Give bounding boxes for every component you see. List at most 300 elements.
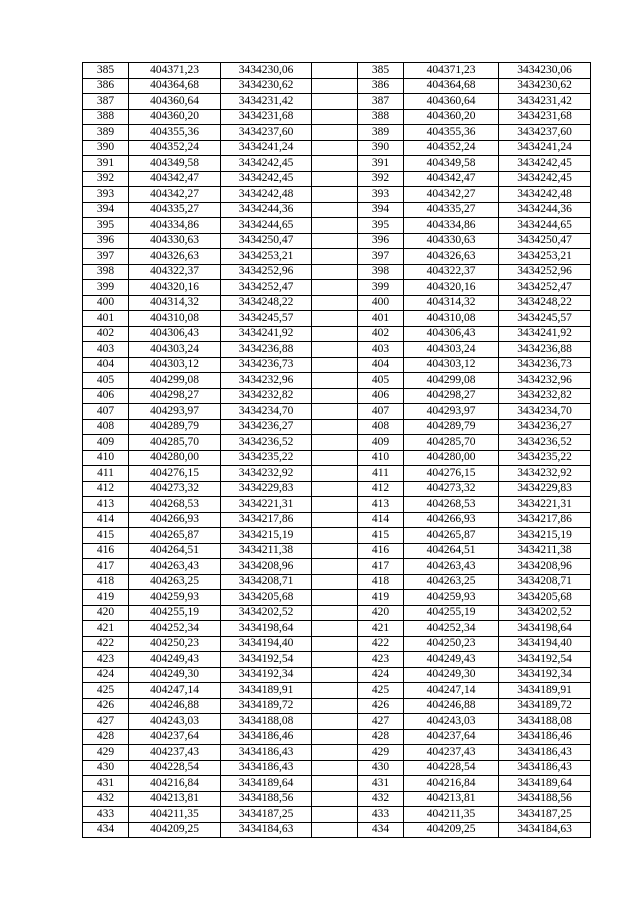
table-row <box>83 698 591 714</box>
left-x-coordinate-cell: 404211,35 <box>129 807 221 823</box>
right-point-number-cell: 403 <box>358 342 404 358</box>
left-x-coordinate-cell: 404322,37 <box>129 264 221 280</box>
right-x-coordinate-cell: 404237,43 <box>404 745 499 761</box>
right-x-coordinate-cell: 404285,70 <box>404 435 499 451</box>
right-point-number-cell: 407 <box>358 404 404 420</box>
right-y-coordinate-cell: 3434241,24 <box>499 140 591 156</box>
left-x-coordinate-cell: 404320,16 <box>129 280 221 296</box>
separator-cell <box>312 652 358 668</box>
right-x-coordinate-cell: 404252,34 <box>404 621 499 637</box>
left-y-coordinate-cell: 3434252,96 <box>221 264 312 280</box>
right-x-coordinate-cell: 404342,27 <box>404 187 499 203</box>
separator-cell <box>312 295 358 311</box>
left-point-number-cell: 430 <box>83 760 129 776</box>
right-point-number-cell: 406 <box>358 388 404 404</box>
separator-cell <box>312 636 358 652</box>
left-y-coordinate-cell: 3434187,25 <box>221 807 312 823</box>
right-point-number-cell: 392 <box>358 171 404 187</box>
right-point-number-cell: 390 <box>358 140 404 156</box>
separator-cell <box>312 435 358 451</box>
right-point-number-cell: 429 <box>358 745 404 761</box>
right-point-number-cell: 416 <box>358 543 404 559</box>
left-x-coordinate-cell: 404263,43 <box>129 559 221 575</box>
table-row <box>83 512 591 528</box>
left-x-coordinate-cell: 404276,15 <box>129 466 221 482</box>
right-point-number-cell: 395 <box>358 218 404 234</box>
left-point-number-cell: 425 <box>83 683 129 699</box>
left-y-coordinate-cell: 3434192,54 <box>221 652 312 668</box>
table-row <box>83 125 591 141</box>
left-y-coordinate-cell: 3434248,22 <box>221 295 312 311</box>
right-y-coordinate-cell: 3434236,52 <box>499 435 591 451</box>
right-point-number-cell: 432 <box>358 791 404 807</box>
right-point-number-cell: 426 <box>358 698 404 714</box>
left-y-coordinate-cell: 3434202,52 <box>221 605 312 621</box>
right-x-coordinate-cell: 404371,23 <box>404 63 499 79</box>
right-point-number-cell: 414 <box>358 512 404 528</box>
separator-cell <box>312 63 358 79</box>
table-row <box>83 202 591 218</box>
left-y-coordinate-cell: 3434230,06 <box>221 63 312 79</box>
right-y-coordinate-cell: 3434241,92 <box>499 326 591 342</box>
left-y-coordinate-cell: 3434236,73 <box>221 357 312 373</box>
left-x-coordinate-cell: 404298,27 <box>129 388 221 404</box>
table-row <box>83 233 591 249</box>
right-x-coordinate-cell: 404349,58 <box>404 156 499 172</box>
right-point-number-cell: 430 <box>358 760 404 776</box>
right-point-number-cell: 421 <box>358 621 404 637</box>
left-x-coordinate-cell: 404273,32 <box>129 481 221 497</box>
separator-cell <box>312 667 358 683</box>
right-y-coordinate-cell: 3434187,25 <box>499 807 591 823</box>
left-point-number-cell: 411 <box>83 466 129 482</box>
table-row <box>83 94 591 110</box>
left-x-coordinate-cell: 404306,43 <box>129 326 221 342</box>
right-point-number-cell: 428 <box>358 729 404 745</box>
right-point-number-cell: 423 <box>358 652 404 668</box>
right-point-number-cell: 409 <box>358 435 404 451</box>
left-point-number-cell: 418 <box>83 574 129 590</box>
left-point-number-cell: 386 <box>83 78 129 94</box>
left-point-number-cell: 398 <box>83 264 129 280</box>
right-y-coordinate-cell: 3434192,54 <box>499 652 591 668</box>
right-point-number-cell: 418 <box>358 574 404 590</box>
separator-cell <box>312 311 358 327</box>
right-y-coordinate-cell: 3434234,70 <box>499 404 591 420</box>
right-x-coordinate-cell: 404360,64 <box>404 94 499 110</box>
separator-cell <box>312 140 358 156</box>
left-y-coordinate-cell: 3434208,71 <box>221 574 312 590</box>
left-point-number-cell: 412 <box>83 481 129 497</box>
table-row <box>83 605 591 621</box>
separator-cell <box>312 466 358 482</box>
right-y-coordinate-cell: 3434189,72 <box>499 698 591 714</box>
table-row <box>83 326 591 342</box>
right-y-coordinate-cell: 3434236,27 <box>499 419 591 435</box>
table-row <box>83 171 591 187</box>
left-point-number-cell: 396 <box>83 233 129 249</box>
left-x-coordinate-cell: 404237,64 <box>129 729 221 745</box>
right-point-number-cell: 420 <box>358 605 404 621</box>
right-x-coordinate-cell: 404265,87 <box>404 528 499 544</box>
left-x-coordinate-cell: 404209,25 <box>129 822 221 838</box>
right-x-coordinate-cell: 404250,23 <box>404 636 499 652</box>
right-y-coordinate-cell: 3434188,56 <box>499 791 591 807</box>
left-y-coordinate-cell: 3434192,34 <box>221 667 312 683</box>
left-point-number-cell: 416 <box>83 543 129 559</box>
left-x-coordinate-cell: 404249,43 <box>129 652 221 668</box>
left-y-coordinate-cell: 3434242,48 <box>221 187 312 203</box>
table-row <box>83 450 591 466</box>
right-point-number-cell: 394 <box>358 202 404 218</box>
left-point-number-cell: 415 <box>83 528 129 544</box>
left-y-coordinate-cell: 3434217,86 <box>221 512 312 528</box>
right-x-coordinate-cell: 404303,24 <box>404 342 499 358</box>
right-y-coordinate-cell: 3434248,22 <box>499 295 591 311</box>
right-y-coordinate-cell: 3434215,19 <box>499 528 591 544</box>
right-point-number-cell: 393 <box>358 187 404 203</box>
left-point-number-cell: 422 <box>83 636 129 652</box>
left-y-coordinate-cell: 3434241,24 <box>221 140 312 156</box>
table-row <box>83 63 591 79</box>
right-x-coordinate-cell: 404209,25 <box>404 822 499 838</box>
right-point-number-cell: 399 <box>358 280 404 296</box>
right-x-coordinate-cell: 404249,30 <box>404 667 499 683</box>
left-y-coordinate-cell: 3434236,27 <box>221 419 312 435</box>
left-y-coordinate-cell: 3434188,56 <box>221 791 312 807</box>
left-y-coordinate-cell: 3434236,52 <box>221 435 312 451</box>
right-x-coordinate-cell: 404263,43 <box>404 559 499 575</box>
right-x-coordinate-cell: 404364,68 <box>404 78 499 94</box>
left-y-coordinate-cell: 3434230,62 <box>221 78 312 94</box>
table-row <box>83 574 591 590</box>
left-point-number-cell: 423 <box>83 652 129 668</box>
left-x-coordinate-cell: 404335,27 <box>129 202 221 218</box>
right-y-coordinate-cell: 3434189,91 <box>499 683 591 699</box>
left-y-coordinate-cell: 3434241,92 <box>221 326 312 342</box>
left-x-coordinate-cell: 404213,81 <box>129 791 221 807</box>
separator-cell <box>312 543 358 559</box>
right-y-coordinate-cell: 3434205,68 <box>499 590 591 606</box>
table-row <box>83 156 591 172</box>
left-point-number-cell: 404 <box>83 357 129 373</box>
right-y-coordinate-cell: 3434229,83 <box>499 481 591 497</box>
table-row <box>83 760 591 776</box>
right-y-coordinate-cell: 3434253,21 <box>499 249 591 265</box>
left-y-coordinate-cell: 3434205,68 <box>221 590 312 606</box>
left-y-coordinate-cell: 3434231,42 <box>221 94 312 110</box>
right-x-coordinate-cell: 404320,16 <box>404 280 499 296</box>
left-point-number-cell: 421 <box>83 621 129 637</box>
table-row <box>83 621 591 637</box>
left-point-number-cell: 401 <box>83 311 129 327</box>
table-row <box>83 481 591 497</box>
left-point-number-cell: 400 <box>83 295 129 311</box>
left-x-coordinate-cell: 404303,12 <box>129 357 221 373</box>
table-row <box>83 295 591 311</box>
right-y-coordinate-cell: 3434237,60 <box>499 125 591 141</box>
separator-cell <box>312 280 358 296</box>
right-point-number-cell: 408 <box>358 419 404 435</box>
left-x-coordinate-cell: 404266,93 <box>129 512 221 528</box>
right-y-coordinate-cell: 3434232,96 <box>499 373 591 389</box>
left-point-number-cell: 405 <box>83 373 129 389</box>
left-point-number-cell: 402 <box>83 326 129 342</box>
right-y-coordinate-cell: 3434221,31 <box>499 497 591 513</box>
left-x-coordinate-cell: 404264,51 <box>129 543 221 559</box>
right-point-number-cell: 410 <box>358 450 404 466</box>
left-x-coordinate-cell: 404342,27 <box>129 187 221 203</box>
right-y-coordinate-cell: 3434186,46 <box>499 729 591 745</box>
separator-cell <box>312 125 358 141</box>
left-point-number-cell: 387 <box>83 94 129 110</box>
left-y-coordinate-cell: 3434215,19 <box>221 528 312 544</box>
right-y-coordinate-cell: 3434230,06 <box>499 63 591 79</box>
left-x-coordinate-cell: 404285,70 <box>129 435 221 451</box>
right-y-coordinate-cell: 3434217,86 <box>499 512 591 528</box>
table-row <box>83 714 591 730</box>
separator-cell <box>312 78 358 94</box>
separator-cell <box>312 807 358 823</box>
right-point-number-cell: 389 <box>358 125 404 141</box>
left-point-number-cell: 431 <box>83 776 129 792</box>
table-row <box>83 590 591 606</box>
table-row <box>83 543 591 559</box>
left-point-number-cell: 385 <box>83 63 129 79</box>
left-x-coordinate-cell: 404303,24 <box>129 342 221 358</box>
separator-cell <box>312 187 358 203</box>
right-x-coordinate-cell: 404303,12 <box>404 357 499 373</box>
right-point-number-cell: 427 <box>358 714 404 730</box>
right-y-coordinate-cell: 3434208,96 <box>499 559 591 575</box>
right-y-coordinate-cell: 3434186,43 <box>499 760 591 776</box>
right-x-coordinate-cell: 404266,93 <box>404 512 499 528</box>
left-x-coordinate-cell: 404310,08 <box>129 311 221 327</box>
right-point-number-cell: 434 <box>358 822 404 838</box>
left-y-coordinate-cell: 3434189,64 <box>221 776 312 792</box>
left-point-number-cell: 406 <box>83 388 129 404</box>
left-y-coordinate-cell: 3434232,82 <box>221 388 312 404</box>
left-y-coordinate-cell: 3434186,46 <box>221 729 312 745</box>
right-point-number-cell: 398 <box>358 264 404 280</box>
table-row <box>83 404 591 420</box>
table-row <box>83 187 591 203</box>
left-y-coordinate-cell: 3434253,21 <box>221 249 312 265</box>
right-x-coordinate-cell: 404280,00 <box>404 450 499 466</box>
table-row <box>83 140 591 156</box>
right-y-coordinate-cell: 3434202,52 <box>499 605 591 621</box>
right-x-coordinate-cell: 404342,47 <box>404 171 499 187</box>
right-y-coordinate-cell: 3434231,42 <box>499 94 591 110</box>
left-x-coordinate-cell: 404330,63 <box>129 233 221 249</box>
separator-cell <box>312 512 358 528</box>
right-x-coordinate-cell: 404268,53 <box>404 497 499 513</box>
right-point-number-cell: 391 <box>358 156 404 172</box>
table-row <box>83 497 591 513</box>
left-point-number-cell: 390 <box>83 140 129 156</box>
left-x-coordinate-cell: 404280,00 <box>129 450 221 466</box>
left-x-coordinate-cell: 404326,63 <box>129 249 221 265</box>
separator-cell <box>312 698 358 714</box>
left-point-number-cell: 395 <box>83 218 129 234</box>
left-point-number-cell: 394 <box>83 202 129 218</box>
left-point-number-cell: 397 <box>83 249 129 265</box>
left-y-coordinate-cell: 3434234,70 <box>221 404 312 420</box>
left-y-coordinate-cell: 3434235,22 <box>221 450 312 466</box>
right-y-coordinate-cell: 3434211,38 <box>499 543 591 559</box>
separator-cell <box>312 745 358 761</box>
right-x-coordinate-cell: 404322,37 <box>404 264 499 280</box>
right-x-coordinate-cell: 404216,84 <box>404 776 499 792</box>
right-point-number-cell: 411 <box>358 466 404 482</box>
right-y-coordinate-cell: 3434184,63 <box>499 822 591 838</box>
left-point-number-cell: 392 <box>83 171 129 187</box>
separator-cell <box>312 342 358 358</box>
table-row <box>83 822 591 838</box>
left-x-coordinate-cell: 404265,87 <box>129 528 221 544</box>
left-point-number-cell: 391 <box>83 156 129 172</box>
left-point-number-cell: 427 <box>83 714 129 730</box>
left-point-number-cell: 429 <box>83 745 129 761</box>
table-row <box>83 683 591 699</box>
left-y-coordinate-cell: 3434184,63 <box>221 822 312 838</box>
right-x-coordinate-cell: 404306,43 <box>404 326 499 342</box>
table-row <box>83 652 591 668</box>
left-x-coordinate-cell: 404247,14 <box>129 683 221 699</box>
right-point-number-cell: 419 <box>358 590 404 606</box>
right-y-coordinate-cell: 3434194,40 <box>499 636 591 652</box>
right-y-coordinate-cell: 3434192,34 <box>499 667 591 683</box>
left-x-coordinate-cell: 404255,19 <box>129 605 221 621</box>
left-point-number-cell: 419 <box>83 590 129 606</box>
left-x-coordinate-cell: 404243,03 <box>129 714 221 730</box>
left-x-coordinate-cell: 404268,53 <box>129 497 221 513</box>
left-x-coordinate-cell: 404289,79 <box>129 419 221 435</box>
left-point-number-cell: 424 <box>83 667 129 683</box>
left-point-number-cell: 409 <box>83 435 129 451</box>
right-x-coordinate-cell: 404326,63 <box>404 249 499 265</box>
left-y-coordinate-cell: 3434208,96 <box>221 559 312 575</box>
separator-cell <box>312 574 358 590</box>
right-x-coordinate-cell: 404211,35 <box>404 807 499 823</box>
table-row <box>83 791 591 807</box>
right-x-coordinate-cell: 404213,81 <box>404 791 499 807</box>
right-x-coordinate-cell: 404335,27 <box>404 202 499 218</box>
table-row <box>83 528 591 544</box>
left-y-coordinate-cell: 3434244,65 <box>221 218 312 234</box>
left-y-coordinate-cell: 3434245,57 <box>221 311 312 327</box>
right-y-coordinate-cell: 3434208,71 <box>499 574 591 590</box>
separator-cell <box>312 590 358 606</box>
left-y-coordinate-cell: 3434186,43 <box>221 745 312 761</box>
left-x-coordinate-cell: 404237,43 <box>129 745 221 761</box>
right-point-number-cell: 387 <box>358 94 404 110</box>
separator-cell <box>312 791 358 807</box>
right-x-coordinate-cell: 404352,24 <box>404 140 499 156</box>
left-x-coordinate-cell: 404314,32 <box>129 295 221 311</box>
right-point-number-cell: 433 <box>358 807 404 823</box>
right-x-coordinate-cell: 404237,64 <box>404 729 499 745</box>
right-point-number-cell: 386 <box>358 78 404 94</box>
left-y-coordinate-cell: 3434242,45 <box>221 171 312 187</box>
left-x-coordinate-cell: 404246,88 <box>129 698 221 714</box>
right-point-number-cell: 422 <box>358 636 404 652</box>
left-x-coordinate-cell: 404259,93 <box>129 590 221 606</box>
separator-cell <box>312 202 358 218</box>
right-x-coordinate-cell: 404246,88 <box>404 698 499 714</box>
right-x-coordinate-cell: 404276,15 <box>404 466 499 482</box>
right-point-number-cell: 413 <box>358 497 404 513</box>
separator-cell <box>312 109 358 125</box>
left-y-coordinate-cell: 3434232,92 <box>221 466 312 482</box>
separator-cell <box>312 218 358 234</box>
left-x-coordinate-cell: 404252,34 <box>129 621 221 637</box>
right-y-coordinate-cell: 3434236,88 <box>499 342 591 358</box>
separator-cell <box>312 481 358 497</box>
right-x-coordinate-cell: 404293,97 <box>404 404 499 420</box>
left-x-coordinate-cell: 404355,36 <box>129 125 221 141</box>
table-row <box>83 729 591 745</box>
right-x-coordinate-cell: 404243,03 <box>404 714 499 730</box>
right-x-coordinate-cell: 404298,27 <box>404 388 499 404</box>
left-y-coordinate-cell: 3434198,64 <box>221 621 312 637</box>
left-x-coordinate-cell: 404249,30 <box>129 667 221 683</box>
right-point-number-cell: 401 <box>358 311 404 327</box>
right-x-coordinate-cell: 404259,93 <box>404 590 499 606</box>
right-y-coordinate-cell: 3434232,82 <box>499 388 591 404</box>
left-x-coordinate-cell: 404293,97 <box>129 404 221 420</box>
left-point-number-cell: 413 <box>83 497 129 513</box>
right-point-number-cell: 425 <box>358 683 404 699</box>
left-x-coordinate-cell: 404263,25 <box>129 574 221 590</box>
right-y-coordinate-cell: 3434232,92 <box>499 466 591 482</box>
separator-cell <box>312 822 358 838</box>
right-x-coordinate-cell: 404299,08 <box>404 373 499 389</box>
table-row <box>83 280 591 296</box>
left-point-number-cell: 414 <box>83 512 129 528</box>
left-x-coordinate-cell: 404299,08 <box>129 373 221 389</box>
right-point-number-cell: 388 <box>358 109 404 125</box>
separator-cell <box>312 621 358 637</box>
table-row <box>83 78 591 94</box>
table-row <box>83 667 591 683</box>
right-y-coordinate-cell: 3434250,47 <box>499 233 591 249</box>
right-y-coordinate-cell: 3434235,22 <box>499 450 591 466</box>
right-x-coordinate-cell: 404263,25 <box>404 574 499 590</box>
separator-cell <box>312 683 358 699</box>
right-y-coordinate-cell: 3434252,47 <box>499 280 591 296</box>
table-row <box>83 218 591 234</box>
separator-cell <box>312 419 358 435</box>
right-y-coordinate-cell: 3434244,65 <box>499 218 591 234</box>
separator-cell <box>312 760 358 776</box>
left-y-coordinate-cell: 3434188,08 <box>221 714 312 730</box>
table-row <box>83 342 591 358</box>
separator-cell <box>312 249 358 265</box>
left-x-coordinate-cell: 404342,47 <box>129 171 221 187</box>
right-y-coordinate-cell: 3434242,45 <box>499 171 591 187</box>
right-y-coordinate-cell: 3434188,08 <box>499 714 591 730</box>
table-row <box>83 311 591 327</box>
right-point-number-cell: 415 <box>358 528 404 544</box>
left-y-coordinate-cell: 3434232,96 <box>221 373 312 389</box>
left-point-number-cell: 428 <box>83 729 129 745</box>
separator-cell <box>312 559 358 575</box>
left-x-coordinate-cell: 404250,23 <box>129 636 221 652</box>
right-y-coordinate-cell: 3434189,64 <box>499 776 591 792</box>
right-point-number-cell: 417 <box>358 559 404 575</box>
left-y-coordinate-cell: 3434236,88 <box>221 342 312 358</box>
